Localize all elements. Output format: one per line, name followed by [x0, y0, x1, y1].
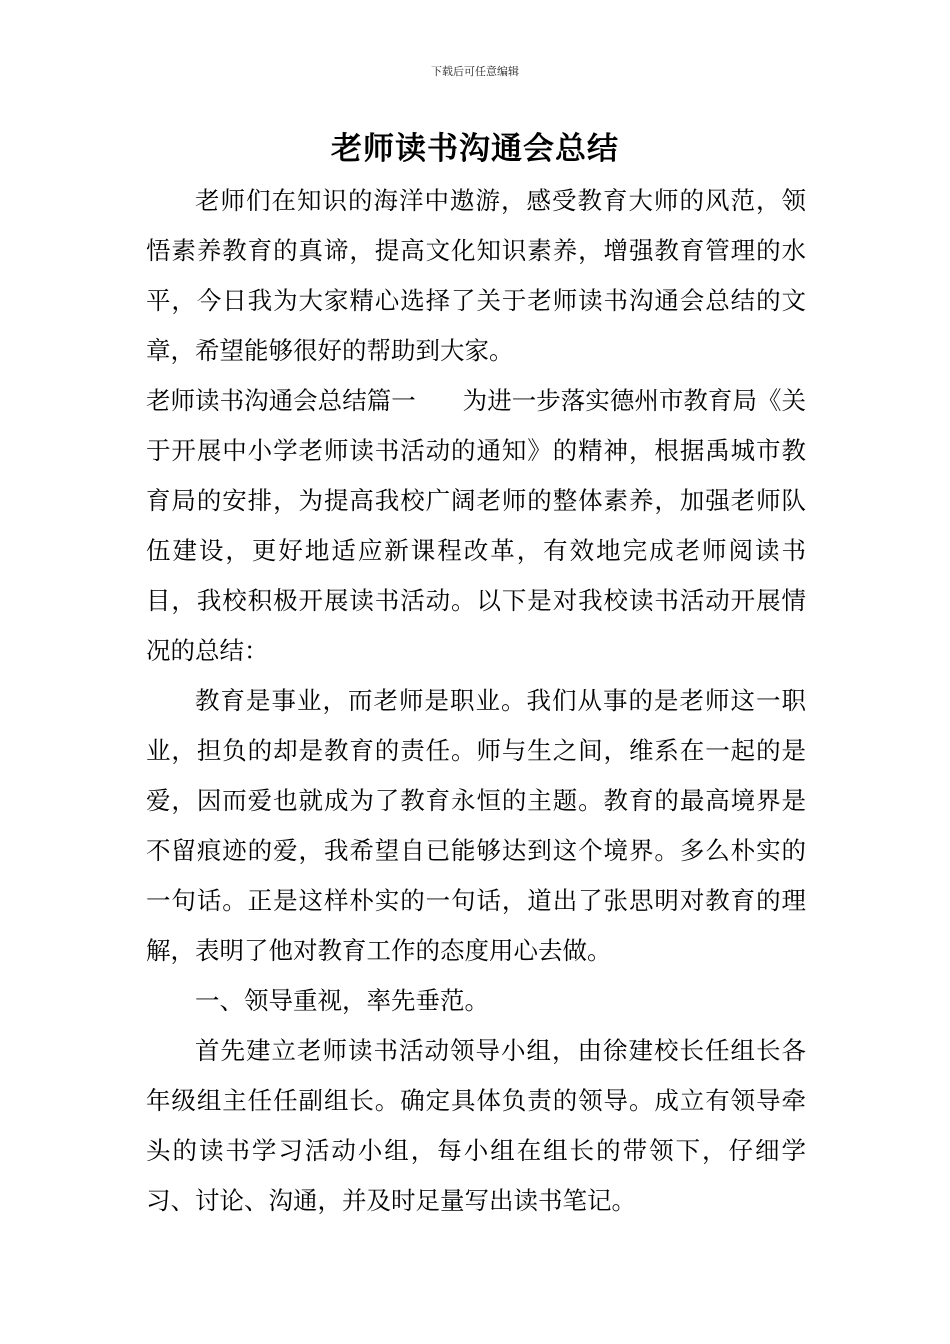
document-body [146, 176, 806, 1226]
document-title: 老师读书沟通会总结 [331, 131, 619, 167]
education-paragraph: 教育是事业，而老师是职业。我们从事的是老师这一职业，担负的却是教育的责任。师与生之间，维系在一起的是爱，因而爱也就成为了教育永恒的主题。教育的最高境界是不留痕迹的爱，我希望自已能够达到这个境界。多么朴实的一句话。正是这样朴实的一句话，道出了张思明对教育的理解，表明了他对教育工作的态度用心去做。 [146, 686, 806, 965]
leadership-paragraph: 首先建立老师读书活动领导小组，由徐建校长任组长各年级组主任任副组长。确定具体负责的领导。成立有领导牵头的读书学习活动小组，每小组在组长的带领下，仔细学习、讨论、沟通，并及时足量写出读书笔记。 [146, 1036, 806, 1215]
heading-spacing [416, 386, 463, 415]
section-one-paragraph [146, 376, 806, 676]
section-heading: 老师读书沟通会总结篇一 [146, 386, 416, 415]
subsection-heading: 一、领导重视，率先垂范。 [195, 986, 489, 1015]
intro-paragraph: 老师们在知识的海洋中遨游，感受教育大师的风范，领悟素养教育的真谛，提高文化知识素养，增强教育管理的水平，今日我为大家精心选择了关于老师读书沟通会总结的文章，希望能够很好的帮助到大家。 [146, 186, 806, 365]
section-one-text: 为进一步落实德州市教育局《关于开展中小学老师读书活动的通知》的精神，根据禹城市教育局的安排，为提高我校广阔老师的整体素养，加强老师队伍建设，更好地适应新课程改革，有效地完成老师阅读书目，我校积极开展读书活动。以下是对我校读书活动开展情况的总结： [146, 386, 807, 665]
page-header: 下载后可任意编辑 [431, 65, 519, 78]
